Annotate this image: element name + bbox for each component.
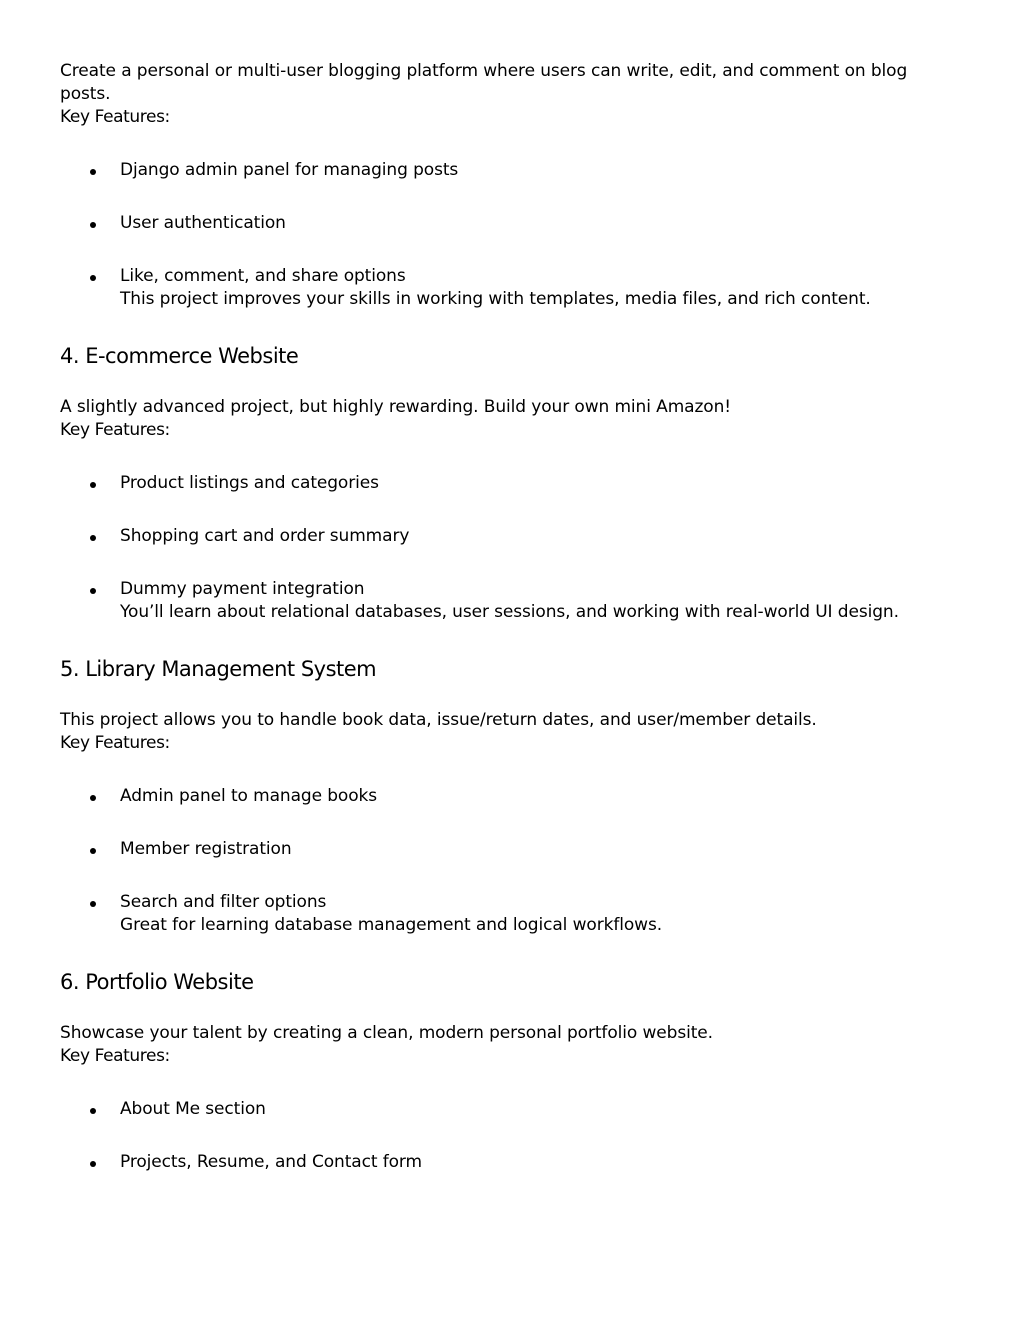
library-features-list	[60, 785, 960, 937]
document-page	[60, 60, 960, 1174]
section-heading: 5. Library Management System	[60, 657, 377, 681]
bullet-icon	[90, 222, 96, 228]
list-item	[60, 1151, 960, 1174]
bullet-icon	[90, 275, 96, 281]
feature-text: Shopping cart and order summary	[120, 526, 410, 546]
list-item	[60, 159, 960, 182]
section-description: Showcase your talent by creating a clean, modern personal portfolio website.	[60, 1023, 713, 1043]
section-description: A slightly advanced project, but highly rewarding. Build your own mini Amazon!	[60, 397, 731, 417]
section-heading: 4. E-commerce Website	[60, 344, 299, 368]
portfolio-section	[60, 968, 960, 1174]
section-note: This project improves your skills in working with templates, media files, and rich content.	[120, 289, 871, 309]
blog-section	[60, 60, 960, 311]
key-features-label: Key Features:	[60, 733, 170, 753]
blog-description: Create a personal or multi-user blogging platform where users can write, edit, and comment on blog posts.	[60, 61, 908, 104]
list-item	[60, 838, 960, 861]
bullet-icon	[90, 482, 96, 488]
feature-text: Like, comment, and share options	[120, 266, 406, 286]
key-features-label: Key Features:	[60, 107, 170, 127]
blog-features-list	[60, 159, 960, 311]
bullet-icon	[90, 169, 96, 175]
feature-text: Member registration	[120, 839, 292, 859]
bullet-icon	[90, 588, 96, 594]
bullet-icon	[90, 1108, 96, 1114]
list-item	[60, 472, 960, 495]
section-note: You’ll learn about relational databases, user sessions, and working with real-world UI design.	[120, 602, 899, 622]
section-note: Great for learning database management and logical workflows.	[120, 915, 663, 935]
section-description: This project allows you to handle book data, issue/return dates, and user/member details.	[60, 710, 817, 730]
list-item	[60, 1098, 960, 1121]
feature-text: About Me section	[120, 1099, 266, 1119]
feature-text: Admin panel to manage books	[120, 786, 378, 806]
list-item	[60, 578, 960, 624]
feature-text: Search and filter options	[120, 892, 327, 912]
bullet-icon	[90, 848, 96, 854]
feature-text: Projects, Resume, and Contact form	[120, 1152, 422, 1172]
ecommerce-features-list	[60, 472, 960, 624]
feature-text: Product listings and categories	[120, 473, 379, 493]
list-item	[60, 785, 960, 808]
feature-text: Dummy payment integration	[120, 579, 365, 599]
list-item	[60, 265, 960, 311]
key-features-label: Key Features:	[60, 1046, 170, 1066]
bullet-icon	[90, 795, 96, 801]
list-item	[60, 525, 960, 548]
bullet-icon	[90, 1161, 96, 1167]
key-features-label: Key Features:	[60, 420, 170, 440]
bullet-icon	[90, 535, 96, 541]
bullet-icon	[90, 901, 96, 907]
ecommerce-section	[60, 342, 960, 624]
section-heading: 6. Portfolio Website	[60, 970, 254, 994]
library-section	[60, 655, 960, 937]
list-item	[60, 212, 960, 235]
feature-text: Django admin panel for managing posts	[120, 160, 459, 180]
portfolio-features-list	[60, 1098, 960, 1174]
list-item	[60, 891, 960, 937]
feature-text: User authentication	[120, 213, 286, 233]
